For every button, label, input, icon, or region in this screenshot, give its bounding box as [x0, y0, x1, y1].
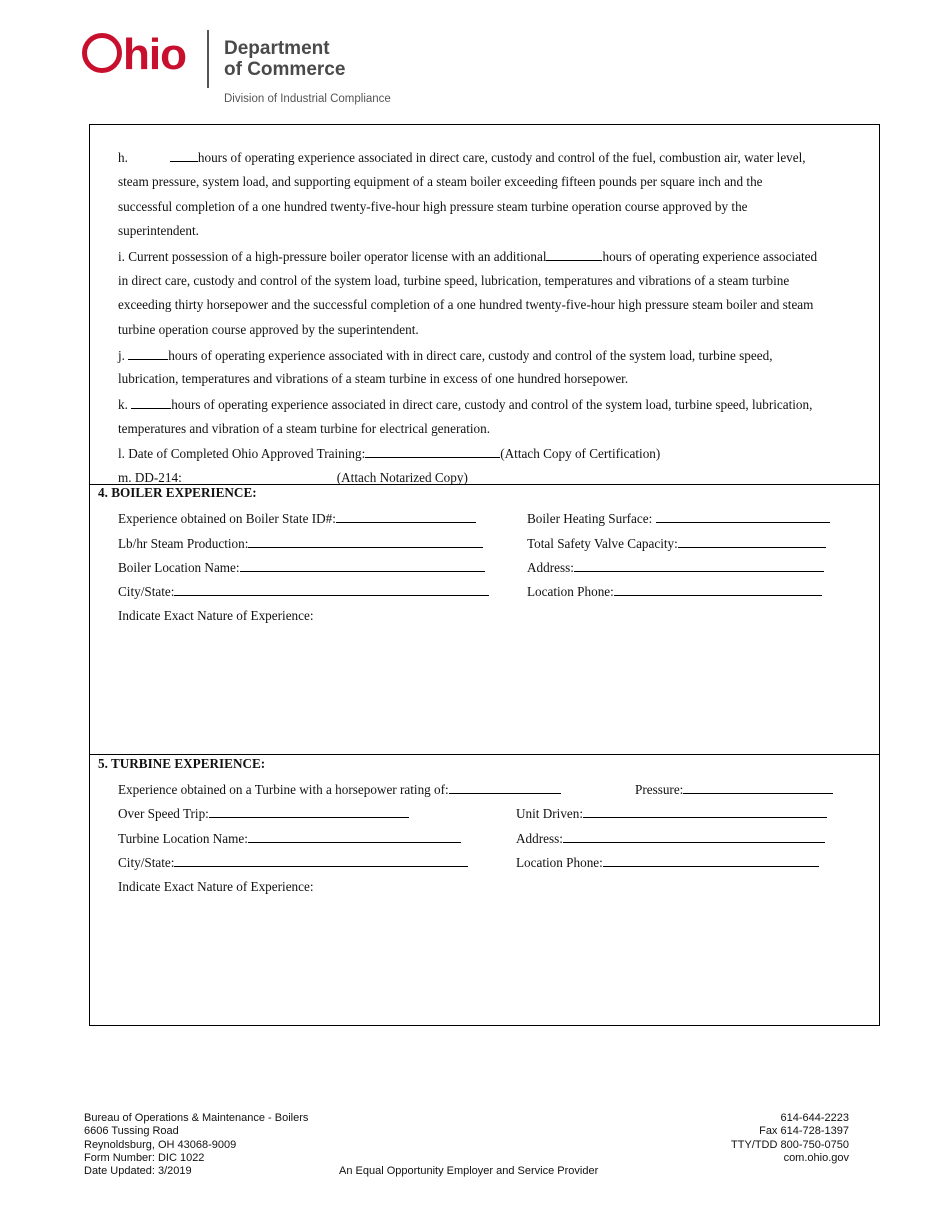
turbine-address-field[interactable]	[563, 830, 825, 843]
footer-phone: 614-644-2223	[780, 1112, 849, 1124]
turbine-nature-area[interactable]	[118, 901, 858, 1019]
item-j-line2: lubrication, temperatures and vibrations of a steam turbine in excess of one hundred horsepower.	[118, 371, 629, 386]
item-h-line4: superintendent.	[118, 223, 199, 238]
boiler-address-field[interactable]	[574, 559, 824, 572]
section-divider-5	[90, 754, 879, 755]
item-j-blank[interactable]	[128, 347, 168, 360]
turbine-hp-field[interactable]	[449, 781, 561, 794]
item-l-line: l. Date of Completed Ohio Approved Training: (Attach Copy of Certification)	[118, 446, 661, 461]
boiler-location-row: Boiler Location Name:	[118, 559, 485, 576]
item-k-line1: k. hours of operating experience associated in direct care, custody and control of the system load, turbine speed, lubrication,	[118, 397, 813, 412]
turbine-hp-row: Experience obtained on a Turbine with a horsepower rating of:	[118, 781, 561, 798]
unit-driven-row: Unit Driven:	[516, 805, 827, 822]
footer-website[interactable]: com.ohio.gov	[783, 1151, 849, 1164]
boiler-city-field[interactable]	[174, 583, 489, 596]
turbine-phone-row: Location Phone:	[516, 854, 819, 871]
boiler-state-id-row: Experience obtained on Boiler State ID#:	[118, 510, 476, 527]
boiler-city-row: City/State:	[118, 583, 489, 600]
boiler-heating-surface-field[interactable]	[656, 510, 830, 523]
ohio-logo-o	[82, 33, 122, 73]
item-h-line1: h. hours of operating experience associated in direct care, custody and control of the fuel, combustion air, water level,	[118, 150, 806, 165]
safety-valve-row: Total Safety Valve Capacity:	[527, 535, 826, 552]
logo-divider	[207, 30, 209, 88]
item-i-line1: i. Current possession of a high-pressure boiler operator license with an additional hours of operating experience associated	[118, 249, 818, 264]
turbine-phone-field[interactable]	[603, 854, 819, 867]
turbine-location-row: Turbine Location Name:	[118, 830, 461, 847]
turbine-city-row: City/State:	[118, 854, 468, 871]
item-k-blank[interactable]	[131, 396, 171, 409]
boiler-address-row: Address:	[527, 559, 824, 576]
item-i-line3: exceeding thirty horsepower and the successful completion of a one hundred twenty-five-hour high pressure steam boiler and steam	[118, 297, 814, 312]
page-header	[0, 0, 950, 115]
turbine-section-title: 5. TURBINE EXPERIENCE:	[98, 756, 266, 771]
turbine-address-row: Address:	[516, 830, 825, 847]
ohio-logo	[82, 30, 186, 80]
item-h-blank[interactable]	[170, 149, 198, 162]
footer-tty: TTY/TDD 800-750-0750	[731, 1138, 849, 1151]
boiler-nature-label: Indicate Exact Nature of Experience:	[118, 608, 314, 623]
steam-production-field[interactable]	[248, 535, 483, 548]
footer-contact	[731, 1112, 849, 1165]
turbine-city-field[interactable]	[174, 854, 468, 867]
boiler-heating-surface-row: Boiler Heating Surface:	[527, 510, 830, 527]
item-j-line1: j. hours of operating experience associated with in direct care, custody and control of the system load, turbine speed,	[118, 348, 773, 363]
item-h-line2: steam pressure, system load, and supporting equipment of a steam boiler exceeding fifteen pounds per square inch and the	[118, 174, 763, 189]
boiler-nature-area[interactable]	[118, 630, 858, 750]
department-line-2: of Commerce	[224, 59, 346, 80]
turbine-nature-label: Indicate Exact Nature of Experience:	[118, 879, 314, 894]
training-date-field[interactable]	[365, 445, 500, 458]
form-box	[89, 124, 880, 1026]
footer-fax: Fax 614-728-1397	[759, 1125, 849, 1138]
division-name: Division of Industrial Compliance	[224, 93, 391, 105]
unit-driven-field[interactable]	[583, 805, 827, 818]
turbine-location-field[interactable]	[248, 830, 461, 843]
boiler-state-id-field[interactable]	[336, 510, 476, 523]
boiler-location-field[interactable]	[240, 559, 485, 572]
steam-production-row: Lb/hr Steam Production:	[118, 535, 483, 552]
footer-eeo-statement: An Equal Opportunity Employer and Service Provider	[339, 1165, 599, 1177]
department-title	[224, 38, 345, 80]
safety-valve-field[interactable]	[678, 535, 826, 548]
footer-address: Bureau of Operations & Maintenance - Boilers 6606 Tussing Road Reynoldsburg, OH 43068-9009 Form Number: DIC 1022 Date Updated: 3/2019	[84, 1112, 309, 1178]
overspeed-field[interactable]	[209, 805, 409, 818]
turbine-pressure-field[interactable]	[683, 781, 833, 794]
boiler-section-title: 4. BOILER EXPERIENCE:	[98, 485, 257, 500]
item-i-line2: in direct care, custody and control of the system load, turbine speed, lubrication, temperatures and vibrations of a steam turbine	[118, 273, 790, 288]
item-m-line: m. DD-214: (Attach Notarized Copy)	[118, 470, 468, 485]
overspeed-row: Over Speed Trip:	[118, 805, 409, 822]
department-line-1: Department	[224, 38, 330, 59]
item-h-line3: successful completion of a one hundred twenty-five-hour high pressure steam turbine operation course approved by the	[118, 199, 748, 214]
item-i-line4: turbine operation course approved by the superintendent.	[118, 322, 419, 337]
turbine-pressure-row: Pressure:	[635, 781, 833, 798]
item-k-line2: temperatures and vibration of a steam turbine for electrical generation.	[118, 421, 491, 436]
ohio-logo-text: hio	[123, 30, 186, 79]
boiler-phone-field[interactable]	[614, 583, 822, 596]
boiler-phone-row: Location Phone:	[527, 583, 822, 600]
item-i-blank[interactable]	[546, 248, 602, 261]
